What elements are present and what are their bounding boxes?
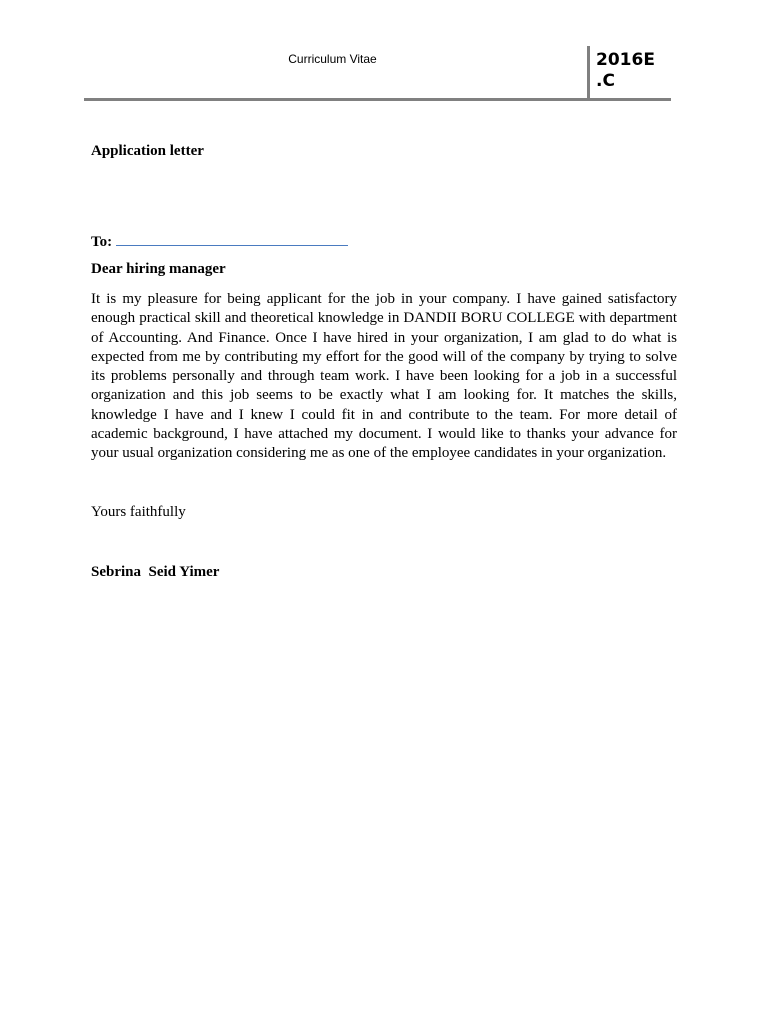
header-year-line1: 2016E [596,50,655,70]
header-year-line2: .C [596,71,615,91]
letter-heading: Application letter [91,143,204,159]
signature-name: Sebrina Seid Yimer [91,564,220,580]
header-year [596,50,666,92]
header-divider [587,46,590,99]
header-rule [84,98,671,101]
letter-body: It is my pleasure for being applicant for the job in your company. I have gained satisfactory enough practical skill and theoretical knowledge in DANDII BORU COLLEGE with department of Accounting. And Finance. Once I have hired in your organization, I am glad to do what is expected from me by contributing my effort for the good will of the company by trying to solve its problems personally and through team work. I have been looking for a job in a successful organization and this job seems to be exactly what I am looking for. It matches the skills, knowledge I have and I knew I could fit in and contribute to the team. For more detail of academic background, I have attached my document. I would like to thanks your advance for your usual organization considering me as one of the employee candidates in your organization. [91,291,677,462]
to-recipient-field [116,231,348,246]
header-title: Curriculum Vitae [288,52,377,66]
to-label: To: [91,234,113,250]
closing: Yours faithfully [91,504,186,520]
to-line [91,231,348,251]
salutation: Dear hiring manager [91,261,226,277]
